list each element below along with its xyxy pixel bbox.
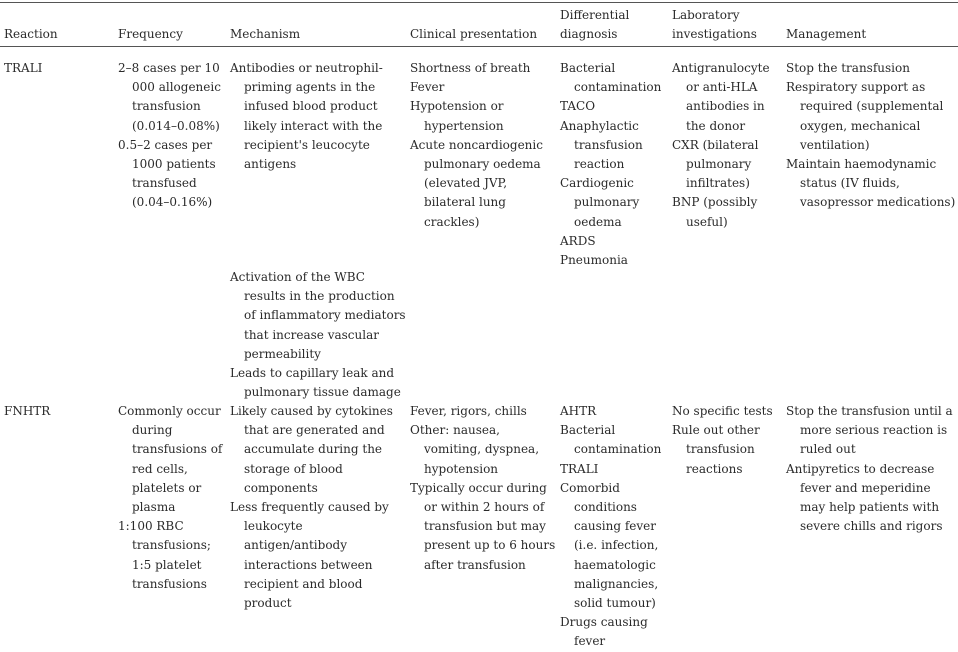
list-item: 2–8 cases per 10 000 allogeneic transfusion (0.014–0.08%) <box>118 61 221 133</box>
row-fnhtr-laboratory <box>672 402 780 479</box>
row-fnhtr-reaction: FNHTR <box>4 404 51 418</box>
table-top-rule <box>0 2 958 3</box>
row-fnhtr-management <box>786 402 956 536</box>
list-item: Commonly occur during transfusions of red cells, platelets or plasma <box>118 404 223 515</box>
list-item: No specific tests <box>672 404 773 418</box>
header-frequency: Frequency <box>118 27 183 41</box>
list-item: Acute noncardiogenic pulmonary oedema (elevated JVP, bilateral lung crackles) <box>410 137 543 229</box>
list-item: Drugs causing fever <box>560 615 648 649</box>
row-trali-reaction: TRALI <box>4 61 43 75</box>
row-trali-differential <box>560 59 666 270</box>
list-item: 0.5–2 cases per 1000 patients transfused (0.04–0.16%) <box>118 137 216 210</box>
list-item: Fever <box>410 80 445 95</box>
list-item: Fever, rigors, chills <box>410 404 527 418</box>
list-item: Likely caused by cytokines that are generated and accumulate during the storage of blood components <box>230 404 393 495</box>
row-trali-laboratory <box>672 59 780 232</box>
list-item: Activation of the WBC results in the production of inflammatory mediators that increase vascular permeability <box>230 270 406 361</box>
list-item: Hypotension or hypertension <box>410 99 504 133</box>
row-trali-frequency <box>118 59 228 213</box>
list-item: Bacterial contamination <box>560 61 662 95</box>
list-item: Anaphylactic transfusion reaction <box>560 118 643 172</box>
row-trali-mechanism-continued <box>230 268 406 402</box>
list-item: ARDS <box>560 233 596 248</box>
list-item: AHTR <box>560 404 597 418</box>
list-item: Comorbid conditions causing fever (i.e. infection, haematologic malignancies, solid tumour) <box>560 480 659 611</box>
list-item: Maintain haemodynamic status (IV fluids, vasopressor medications) <box>786 157 956 210</box>
row-trali-management <box>786 59 956 213</box>
list-item: Antibodies or neutrophil-priming agents in the infused blood product likely interact with the recipient's leucocyte antigens <box>230 61 383 172</box>
list-item: Typically occur during or within 2 hours of transfusion but may present up to 6 hours after transfusion <box>410 480 556 572</box>
header-mechanism: Mechanism <box>230 27 301 41</box>
row-trali-clinical <box>410 59 558 232</box>
list-item: TACO <box>560 99 596 114</box>
header-clinical: Clinical presentation <box>410 27 538 41</box>
list-item: CXR (bilateral pulmonary infiltrates) <box>672 137 759 191</box>
row-trali-mechanism <box>230 59 406 174</box>
list-item: Bacterial contamination <box>560 423 662 457</box>
list-item: Antigranulocyte or anti-HLA antibodies in the donor <box>672 61 770 133</box>
list-item: Pneumonia <box>560 253 628 268</box>
list-item: Stop the transfusion until a more serious reaction is ruled out <box>786 404 953 457</box>
list-item: Stop the transfusion <box>786 61 910 75</box>
list-item: Respiratory support as required (supplemental oxygen, mechanical ventilation) <box>786 80 944 152</box>
row-fnhtr-clinical <box>410 402 558 575</box>
list-item: Less frequently caused by leukocyte antigen/antibody interactions between recipient and blood product <box>230 500 389 611</box>
row-fnhtr-differential <box>560 402 666 652</box>
list-item: Antipyretics to decrease fever and meperidine may help patients with severe chills and rigors <box>786 461 943 534</box>
list-item: Cardiogenic pulmonary oedema <box>560 176 640 229</box>
list-item: BNP (possibly useful) <box>672 195 758 229</box>
row-fnhtr-mechanism <box>230 402 406 613</box>
row-fnhtr-frequency <box>118 402 226 594</box>
list-item: 1:100 RBC transfusions; 1:5 platelet transfusions <box>118 519 211 591</box>
header-laboratory: Laboratory investigations <box>672 8 757 41</box>
list-item: TRALI <box>560 461 599 476</box>
list-item: Leads to capillary leak and pulmonary tissue damage <box>230 366 401 400</box>
header-rule <box>0 46 958 47</box>
header-management: Management <box>786 27 867 41</box>
header-differential: Differential diagnosis <box>560 8 630 41</box>
header-reaction: Reaction <box>4 27 58 41</box>
list-item: Other: nausea, vomiting, dyspnea, hypotension <box>410 423 540 476</box>
list-item: Rule out other transfusion reactions <box>672 423 760 476</box>
list-item: Shortness of breath <box>410 61 531 75</box>
